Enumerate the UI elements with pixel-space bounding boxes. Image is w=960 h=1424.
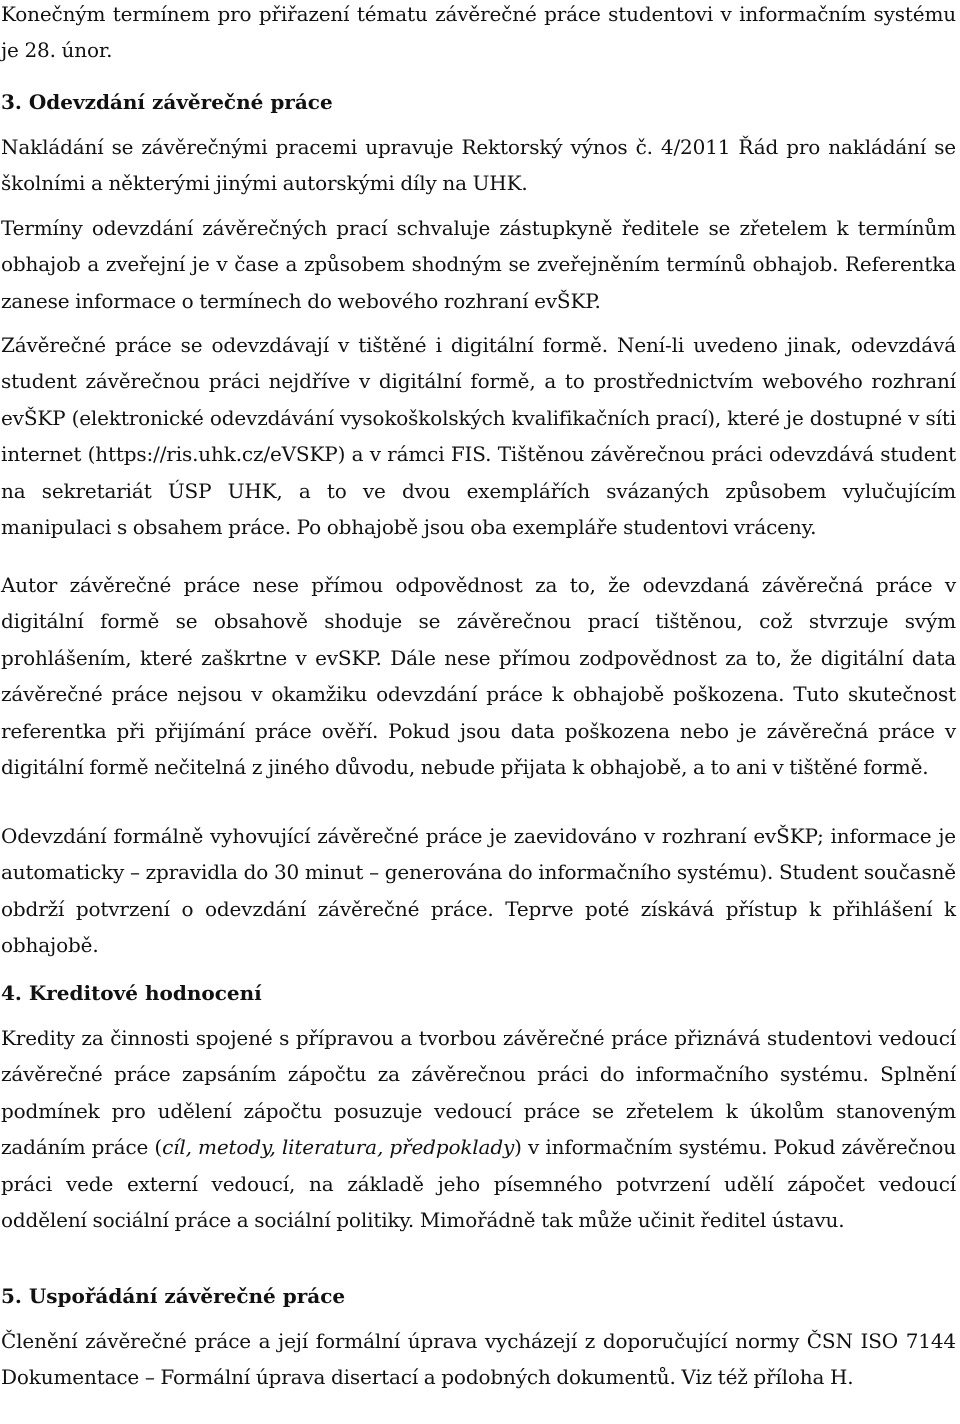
section-3-heading: 3. Odevzdání závěrečné práce [1,90,333,114]
section-3-paragraph-2: Termíny odevzdání závěrečných prací schvaluje zástupkyně ředitele se zřetelem k termínům obhajob a zveřejní je v čase a způsobem shodným se zveřejněním termínů obhajob. Referentka zanese informace o termínech do webového rozhraní evŠKP. [1,216,956,313]
section-4-paragraph-1 [1,1020,956,1238]
intro-paragraph: Konečným termínem pro přiřazení tématu závěrečné práce studentovi v informačním systému je 28. únor. [1,2,956,63]
section-5-heading: 5. Uspořádání závěrečné práce [1,1284,346,1308]
section-4-text-start: Kredity za činnosti spojené s přípravou a tvorbou závěrečné práce přiznává studentovi vedoucí závěrečné práce zapsáním zápočtu za závěrečnou práci do informačního systému. Splnění podmínek pro udělení zápočtu posuzuje vedoucí práce se zřetelem k úkolům stanoveným zadáním práce ( [1,1026,956,1160]
section-4-heading: 4. Kreditové hodnocení [1,981,262,1005]
section-4-text-italic: cíl, metody, literatura, předpoklady [162,1135,515,1160]
section-3-paragraph-5: Odevzdání formálně vyhovující závěrečné práce je zaevidováno v rozhraní evŠKP; informace je automaticky – zpravidla do 30 minut – generována do informačního systému). Student současně obdrží potvrzení o odevzdání závěrečné práce. Teprve poté získává přístup k přihlášení k obhajobě. [1,824,956,958]
section-3-paragraph-3: Závěrečné práce se odevzdávají v tištěné i digitální formě. Není-li uvedeno jinak, odevzdává student závěrečnou práci nejdříve v digitální formě, a to prostřednictvím webového rozhraní evŠKP (elektronické odevzdávání vysokoškolských kvalifikačních prací), které je dostupné v síti internet (https://ris.uhk.cz/eVSKP) a v rámci FIS. Tištěnou závěrečnou práci odevzdává student na sekretariát ÚSP UHK, a to ve dvou exemplářích svázaných způsobem vylučujícím manipulaci s obsahem práce. Po obhajobě jsou oba exempláře studentovi vráceny. [1,333,956,540]
section-4-text-end: ) v informačním systému. Pokud závěrečnou práci vede externí vedoucí, na základě jeho písemného potvrzení udělí zápočet vedoucí oddělení sociální práce a sociální politiky. Mimořádně tak může učinit ředitel ústavu. [1,1135,956,1233]
section-3-paragraph-4: Autor závěrečné práce nese přímou odpovědnost za to, že odevzdaná závěrečná práce v digitální formě se obsahově shoduje se závěrečnou prací tištěnou, což stvrzuje svým prohlášením, které zaškrtne v evSKP. Dále nese přímou zodpovědnost za to, že digitální data závěrečné práce nejsou v okamžiku odevzdání práce k obhajobě poškozena. Tuto skutečnost referentka při přijímání práce ověří. Pokud jsou data poškozena nebo je závěrečná práce v digitální formě nečitelná z jiného důvodu, nebude přijata k obhajobě, a to ani v tištěné formě. [1,573,956,780]
section-3-paragraph-1: Nakládání se závěrečnými pracemi upravuje Rektorský výnos č. 4/2011 Řád pro nakládání se školními a některými jinými autorskými díly na UHK. [1,135,956,196]
section-5-paragraph-1: Členění závěrečné práce a její formální úprava vycházejí z doporučující normy ČSN ISO 7144 Dokumentace – Formální úprava disertací a podobných dokumentů. Viz též příloha H. [1,1329,956,1390]
